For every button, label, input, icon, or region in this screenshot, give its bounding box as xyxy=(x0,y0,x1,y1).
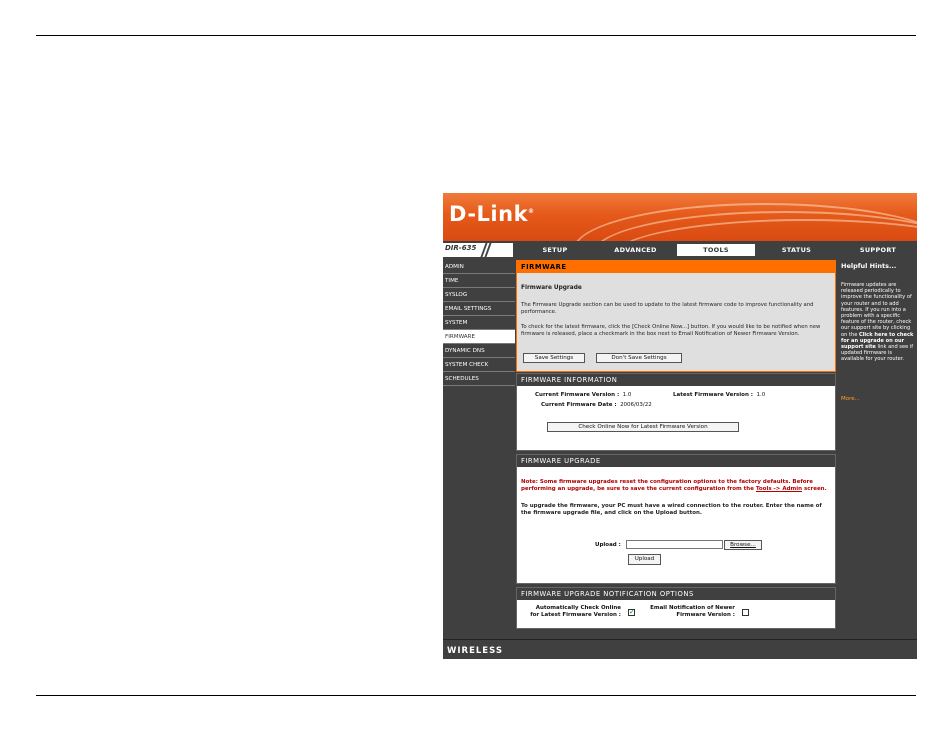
firmware-upgrade-panel xyxy=(516,454,836,584)
firmware-info-header: FIRMWARE INFORMATION xyxy=(517,374,835,386)
current-version-value: 1.0 xyxy=(622,392,632,398)
sidebar-item-email-settings[interactable]: EMAIL SETTINGS xyxy=(443,302,515,316)
tools-admin-link[interactable]: Tools -> Admin xyxy=(755,486,803,492)
firmware-panel xyxy=(516,260,836,372)
firmware-instructions: To check for the latest firmware, click the [Check Online Now...] button. If you would like to be notified when new firmware is released, place a checkmark in the box next to Email Notification of Newer Firmware Version. xyxy=(521,324,821,337)
notification-options-header: FIRMWARE UPGRADE NOTIFICATION OPTIONS xyxy=(517,588,835,600)
latest-version-row: Latest Firmware Version : 1.0 xyxy=(673,392,766,398)
sidebar-item-firmware[interactable]: FIRMWARE xyxy=(443,330,515,344)
browse-button[interactable]: Browse... xyxy=(724,540,762,550)
tab-advanced[interactable]: ADVANCED xyxy=(614,246,657,254)
firmware-header: FIRMWARE xyxy=(517,261,835,273)
more-link[interactable]: More... xyxy=(841,396,860,402)
tab-setup[interactable]: SETUP xyxy=(542,246,568,254)
banner xyxy=(443,193,917,241)
firmware-file-input[interactable] xyxy=(626,540,723,549)
sidebar-item-dynamic-dns[interactable]: DYNAMIC DNS xyxy=(443,344,515,358)
support-link[interactable]: Click here to check for an upgrade on our support site xyxy=(841,331,914,351)
firmware-info-panel xyxy=(516,373,836,451)
current-date-value: 2006/03/22 xyxy=(620,402,652,408)
notification-options-panel xyxy=(516,587,836,629)
sidebar-item-time[interactable]: TIME xyxy=(443,274,515,288)
router-admin-window xyxy=(443,193,917,659)
top-rule xyxy=(36,35,916,36)
auto-check-checkbox[interactable]: ✓ xyxy=(629,608,635,616)
upgrade-note: Note: Some firmware upgrades reset the configuration options to the factory defaults. Before performing an upgrade, be sure to save the current configuration from the Tools -> Admin screen. xyxy=(521,479,827,492)
upgrade-instructions: To upgrade the firmware, your PC must have a wired connection to the router. Enter the name of the firmware upgrade file, and click on the Upload button. xyxy=(521,503,822,516)
tab-support[interactable]: SUPPORT xyxy=(859,246,897,254)
hints-title: Helpful Hints... xyxy=(841,262,897,270)
firmware-description: The Firmware Upgrade section can be used to update to the latest firmware code to improve functionality and performance. xyxy=(521,302,814,315)
upload-label: Upload : xyxy=(595,542,621,548)
firmware-upgrade-header: FIRMWARE UPGRADE xyxy=(517,455,835,467)
save-settings-button[interactable]: Save Settings xyxy=(523,353,585,363)
firmware-subtitle: Firmware Upgrade xyxy=(521,285,582,291)
model-label: DIR-635 xyxy=(445,244,477,252)
helpful-hints xyxy=(839,260,917,402)
footer xyxy=(443,639,917,659)
wireless-logo: WIRELESS xyxy=(447,646,503,656)
email-notification-label: Email Notification of Newer Firmware Version : xyxy=(650,605,735,618)
tab-tools[interactable]: TOOLS xyxy=(677,244,755,256)
current-version-row: Current Firmware Version : 1.0 xyxy=(535,392,632,398)
auto-check-label: Automatically Check Online for Latest Firmware Version : xyxy=(530,605,621,618)
sidebar-item-syslog[interactable]: SYSLOG xyxy=(443,288,515,302)
bottom-rule xyxy=(36,695,916,696)
dont-save-settings-button[interactable]: Don't Save Settings xyxy=(596,353,682,363)
dlink-logo: D-Link® xyxy=(449,202,535,226)
model-badge xyxy=(443,243,513,257)
sidebar-item-system-check[interactable]: SYSTEM CHECK xyxy=(443,358,515,372)
sidebar-item-system[interactable]: SYSTEM xyxy=(443,316,515,330)
tab-status[interactable]: STATUS xyxy=(781,246,812,254)
sidebar-item-schedules[interactable]: SCHEDULES xyxy=(443,372,515,386)
hints-body: Firmware updates are released periodically to improve the functionality of your router and to add features. If you run into a problem with a specific feature of the router, check our support site by clicking on the Click here to check for an upgrade on our support site link and see if updated firmware is available for your router. xyxy=(841,282,914,363)
email-notification-checkbox[interactable] xyxy=(742,609,749,616)
check-online-button[interactable]: Check Online Now for Latest Firmware Version xyxy=(547,422,739,432)
current-date-row: Current Firmware Date : 2006/03/22 xyxy=(541,402,652,408)
latest-version-value: 1.0 xyxy=(756,392,766,398)
sidebar xyxy=(443,260,515,386)
upload-button[interactable]: Upload xyxy=(628,554,661,565)
sidebar-item-admin[interactable]: ADMIN xyxy=(443,260,515,274)
